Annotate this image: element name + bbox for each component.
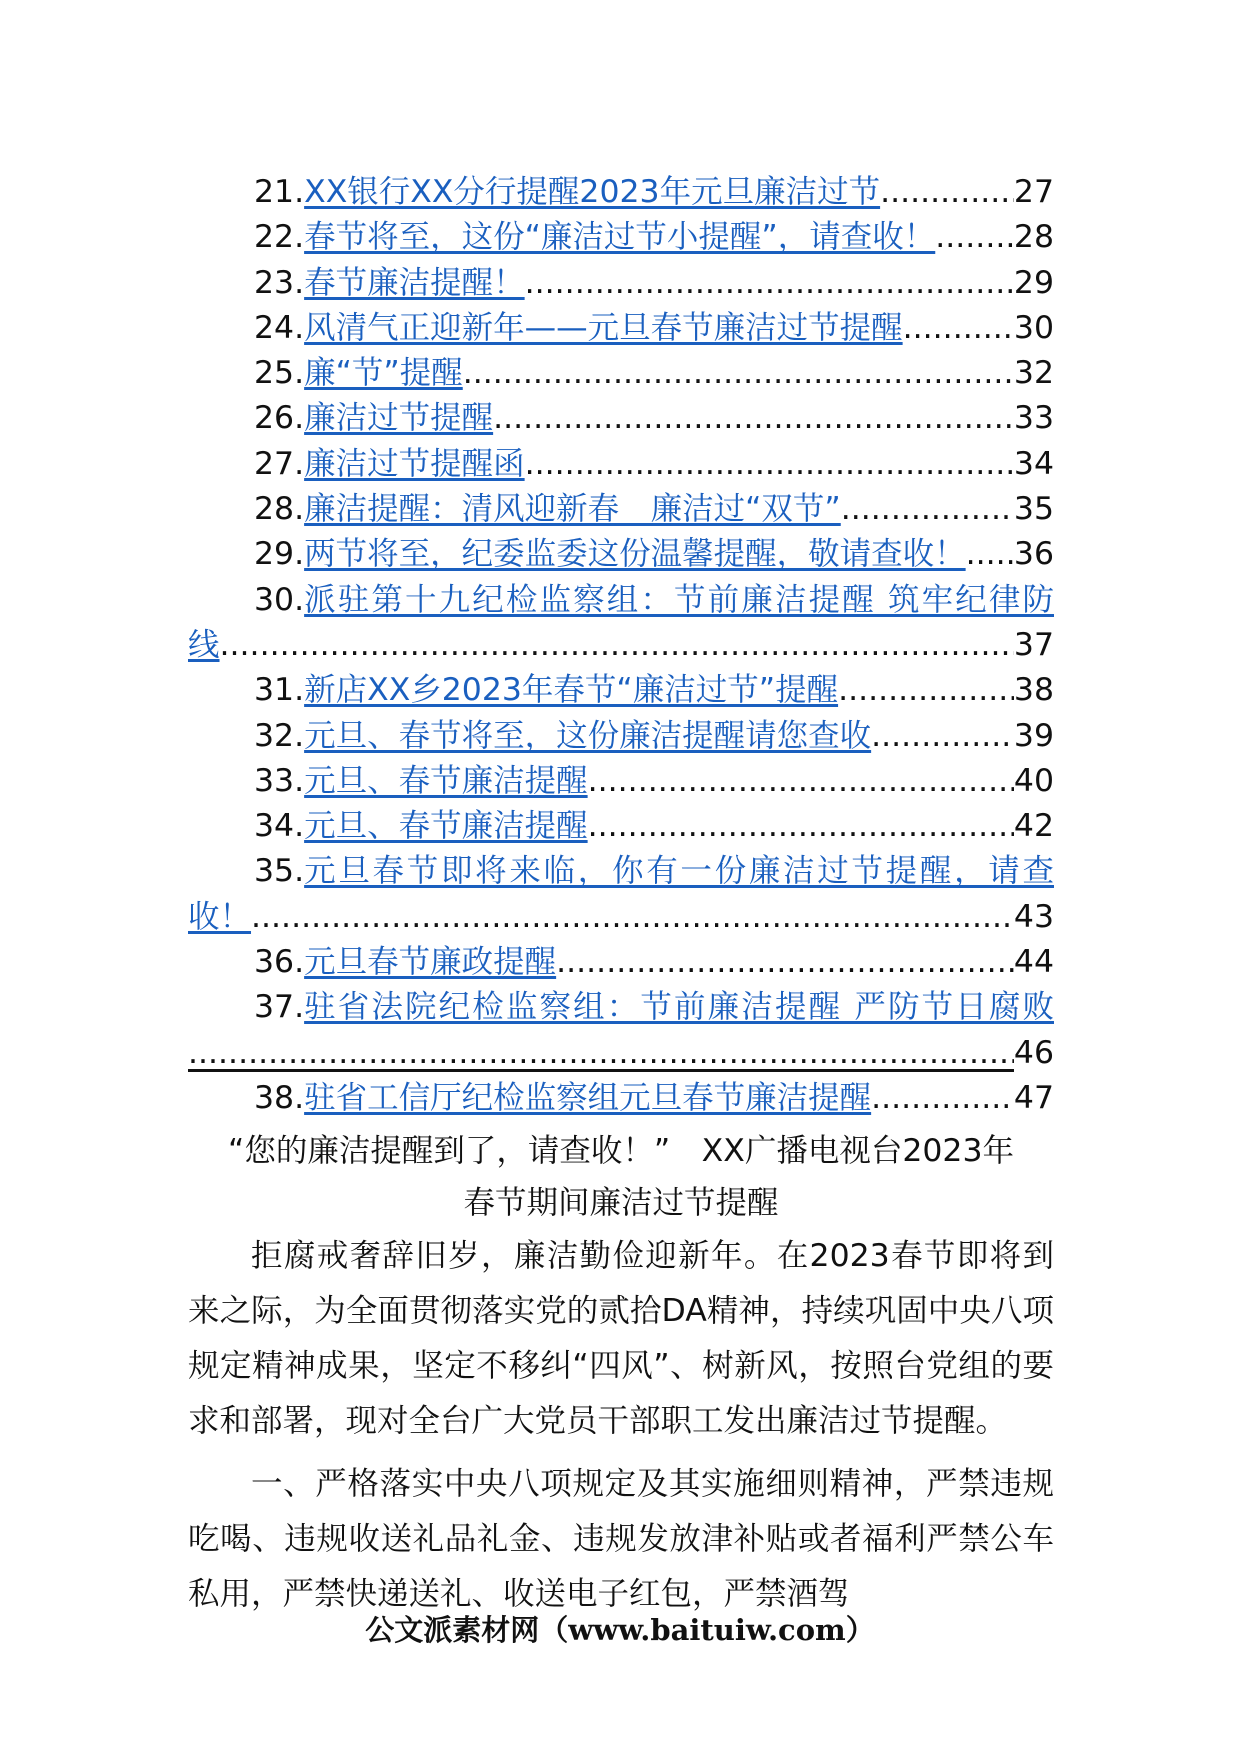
toc-leader	[525, 261, 1014, 306]
toc-page-number: 34	[1013, 445, 1054, 482]
toc-number: 23.	[254, 264, 305, 301]
toc-entry-38[interactable]	[188, 1076, 1054, 1121]
toc-number: 21.	[254, 174, 305, 210]
toc-number: 38.	[254, 1079, 305, 1116]
document-page	[188, 170, 1054, 1622]
toc-link[interactable]: 春节廉洁提醒！	[304, 264, 525, 301]
toc-leader	[880, 170, 1014, 215]
toc-page-number: 42	[1013, 808, 1054, 845]
toc-entry-33[interactable]	[188, 759, 1054, 804]
toc-leader	[838, 668, 1014, 713]
toc-number: 36.	[254, 944, 305, 981]
toc-entry-26[interactable]	[188, 396, 1054, 441]
toc-page-number: 37	[1013, 626, 1054, 663]
toc-line	[188, 623, 1054, 668]
footer-watermark: 公文派素材网（www.baituiw.com）	[365, 1613, 875, 1647]
toc-leader	[935, 215, 1014, 260]
toc-link[interactable]: 廉洁过节提醒	[304, 400, 494, 437]
toc-leader	[556, 940, 1014, 985]
toc-line	[188, 578, 1054, 623]
toc-leader	[588, 804, 1014, 849]
toc-leader	[841, 487, 1014, 532]
toc-link[interactable]: 元旦春节廉政提醒	[304, 944, 557, 981]
article-title-line: “您的廉洁提醒到了，请查收！” XX广播电视台2023年	[228, 1133, 1014, 1170]
toc-number: 29.	[254, 536, 305, 573]
toc-page-number: 35	[1013, 491, 1054, 528]
toc-leader	[463, 351, 1014, 396]
toc-leader	[188, 1031, 1014, 1076]
toc-page-number: 43	[1013, 898, 1054, 935]
toc-link[interactable]: 元旦、春节廉洁提醒	[304, 808, 588, 845]
toc-page-number: 29	[1013, 264, 1054, 301]
toc-number: 22.	[254, 219, 305, 256]
toc-number: 27.	[254, 445, 305, 482]
toc-link[interactable]: 元旦春节即将来临，你有一份廉洁过节提醒，请查	[304, 853, 1054, 890]
toc-number: 31.	[254, 672, 305, 709]
toc-number: 33.	[254, 762, 305, 799]
toc-link[interactable]: 线	[188, 626, 220, 663]
toc-line	[188, 849, 1054, 894]
toc-page-number: 36	[1013, 536, 1054, 573]
toc-number: 30.	[254, 581, 305, 618]
article-title	[188, 1125, 1054, 1229]
toc-entry-28[interactable]	[188, 487, 1054, 532]
toc-leader	[525, 442, 1014, 487]
toc-link[interactable]: 元旦、春节将至，这份廉洁提醒请您查收	[304, 717, 872, 754]
toc-number: 37.	[254, 989, 305, 1026]
toc-link[interactable]: 元旦、春节廉洁提醒	[304, 762, 588, 799]
toc-leader	[251, 895, 1014, 940]
toc-entry-22[interactable]	[188, 215, 1054, 260]
toc-number: 28.	[254, 491, 305, 528]
toc-page-number: 30	[1013, 309, 1054, 346]
toc-number: 32.	[254, 717, 305, 754]
toc-link[interactable]: 派驻第十九纪检监察组：节前廉洁提醒 筑牢纪律防	[304, 581, 1054, 618]
toc-page-number: 47	[1013, 1079, 1054, 1116]
toc-link[interactable]: 廉“节”提醒	[304, 355, 463, 392]
article-paragraph: 拒腐戒奢辞旧岁，廉洁勤俭迎新年。在2023春节即将到来之际，为全面贯彻落实党的贰拾DA精神，持续巩固中央八项规定精神成果，坚定不移纠“四风”、树新风，按照台党组的要求和部署，现对全台广大党员干部职工发出廉洁过节提醒。	[188, 1238, 1054, 1440]
toc-leader	[871, 1076, 1014, 1121]
toc-entry-34[interactable]	[188, 804, 1054, 849]
toc-link[interactable]: 春节将至，这份“廉洁过节小提醒”，请查收！	[304, 219, 936, 256]
toc-leader	[588, 759, 1014, 804]
toc-entry-24[interactable]	[188, 306, 1054, 351]
toc-link[interactable]: 两节将至，纪委监委这份温馨提醒，敬请查收！	[304, 536, 966, 573]
toc-page-number: 46	[1013, 1034, 1054, 1071]
toc-entry-32[interactable]	[188, 714, 1054, 759]
toc-page-number: 38	[1013, 672, 1054, 709]
toc-link[interactable]: 新店XX乡2023年春节“廉洁过节”提醒	[304, 672, 839, 709]
toc-entry-30[interactable]	[188, 578, 1054, 669]
toc-leader	[493, 396, 1014, 441]
toc-leader	[966, 532, 1014, 577]
toc-page-number: 39	[1013, 717, 1054, 754]
toc-number: 34.	[254, 808, 305, 845]
article-title-line: 春节期间廉洁过节提醒	[463, 1185, 779, 1222]
toc-line	[188, 985, 1054, 1030]
toc-entry-25[interactable]	[188, 351, 1054, 396]
toc-page-number: 44	[1013, 944, 1054, 981]
toc-page-number: 27	[1013, 174, 1054, 210]
toc-leader	[220, 623, 1014, 668]
toc-page-number: 32	[1013, 355, 1054, 392]
toc-entry-21[interactable]	[188, 170, 1054, 215]
toc-link[interactable]: 廉洁过节提醒函	[304, 445, 525, 482]
toc-line	[188, 1031, 1054, 1076]
toc-page-number: 33	[1013, 400, 1054, 437]
toc-link[interactable]: XX银行XX分行提醒2023年元旦廉洁过节	[304, 174, 881, 210]
toc-number: 24.	[254, 309, 305, 346]
article-paragraph: 一、严格落实中央八项规定及其实施细则精神，严禁违规吃喝、违规收送礼品礼金、违规发放津补贴或者福利严禁公车私用，严禁快递送礼、收送电子红包，严禁酒驾	[188, 1466, 1054, 1613]
toc-number: 35.	[254, 853, 305, 890]
toc-entry-37[interactable]	[188, 985, 1054, 1076]
toc-line	[188, 895, 1054, 940]
toc-page-number: 40	[1013, 762, 1054, 799]
toc-number: 25.	[254, 355, 305, 392]
toc-entry-35[interactable]	[188, 849, 1054, 940]
toc-entry-29[interactable]	[188, 532, 1054, 577]
toc-entry-23[interactable]	[188, 261, 1054, 306]
toc-number: 26.	[254, 400, 305, 437]
toc-page-number: 28	[1013, 219, 1054, 256]
toc-leader	[871, 714, 1014, 759]
toc-link[interactable]: 驻省工信厅纪检监察组元旦春节廉洁提醒	[304, 1079, 872, 1116]
toc-entry-31[interactable]	[188, 668, 1054, 713]
toc-link[interactable]: 廉洁提醒：清风迎新春 廉洁过“双节”	[304, 491, 841, 528]
toc-entry-27[interactable]	[188, 442, 1054, 487]
toc-link[interactable]: 收！	[188, 898, 252, 935]
toc-entry-36[interactable]	[188, 940, 1054, 985]
toc-link[interactable]: 风清气正迎新年——元旦春节廉洁过节提醒	[304, 309, 903, 346]
toc-link[interactable]: 驻省法院纪检监察组：节前廉洁提醒 严防节日腐败	[304, 989, 1054, 1026]
toc-leader	[903, 306, 1014, 351]
